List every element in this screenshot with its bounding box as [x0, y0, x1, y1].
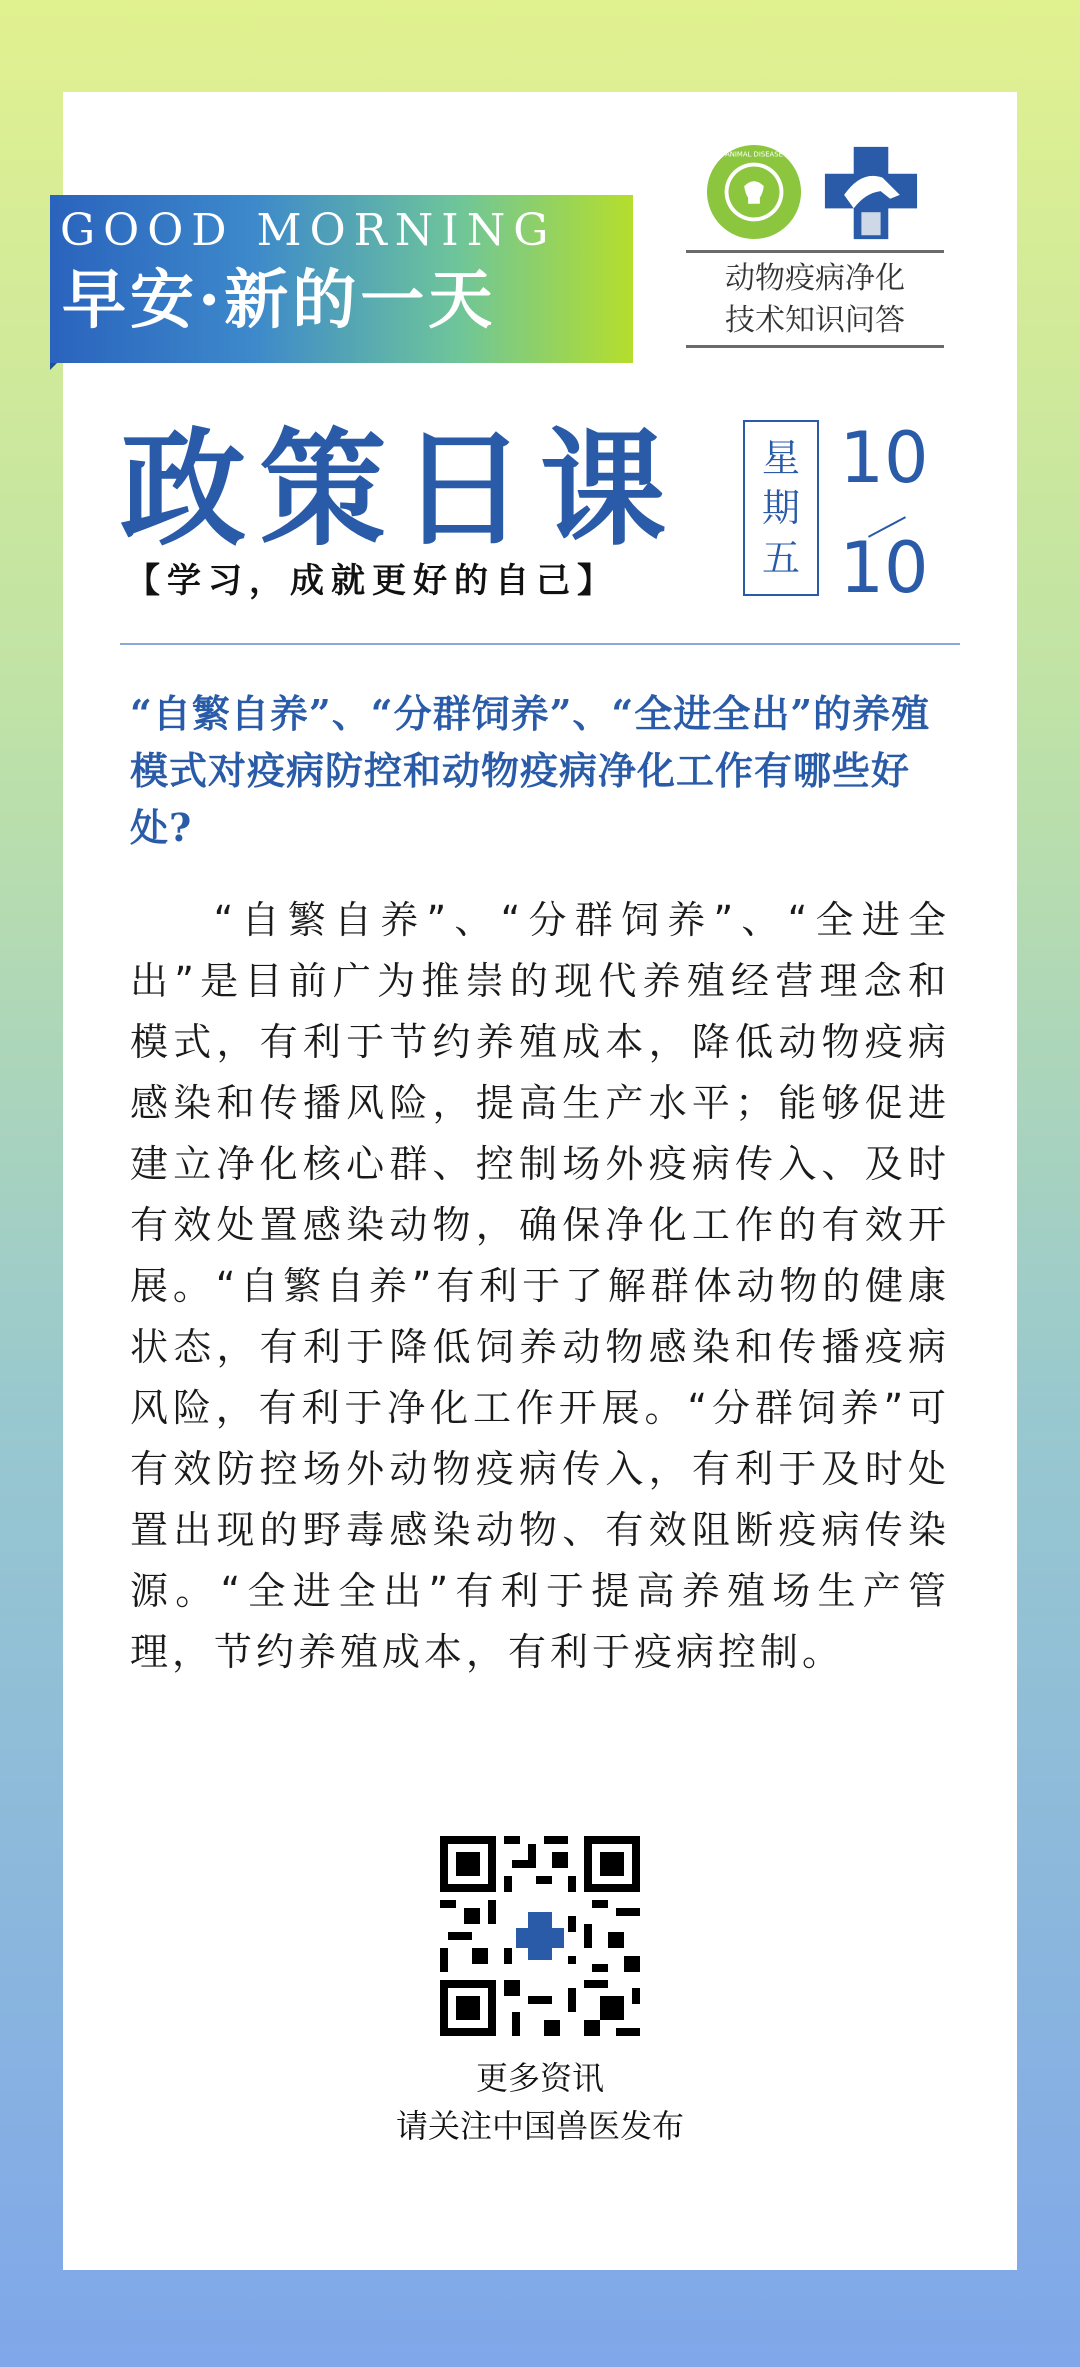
weekday-char: 期	[761, 486, 800, 530]
page-title: 政策日课	[120, 416, 680, 563]
page-subtitle: 【学习，成就更好的自己】	[126, 561, 618, 601]
logo-caption	[686, 250, 944, 348]
weekday-box	[743, 420, 819, 596]
logo-caption-line1: 动物疫病净化	[725, 261, 905, 296]
weekday-char: 星	[761, 436, 800, 480]
badge-lettering: ANIMAL DISEASE	[725, 150, 783, 159]
qr-caption-line2: 请关注中国兽医发布	[395, 2107, 684, 2145]
logo-caption-line2: 技术知识问答	[725, 303, 905, 338]
weekday-char: 五	[761, 536, 800, 580]
question-heading: “自繁自养”、“分群饲养”、“全进全出”的养殖模式对疫病防控和动物疫病净化工作有哪些好处?	[130, 691, 931, 850]
answer-body: “自繁自养”、“分群饲养”、“全进全出”是目前广为推崇的现代养殖经营理念和模式，有利于节约养殖成本，降低动物疫病感染和传播风险，提高生产水平；能够促进建立净化核心群、控制场外疫病传入、及时有效处置感染动物，确保净化工作的有效开展。“自繁自养”有利于了解群体动物的健康状态，有利于降低饲养动物感染和传播疫病风险，有利于净化工作开展。“分群饲养”可有效防控场外动物疫病传入，有利于及时处置出现的野毒感染动物、有效阻断疫病传染源。“全进全出”有利于提高养殖场生产管理，节约养殖成本，有利于疫病控制。	[130, 898, 950, 1674]
animal-disease-badge-icon	[705, 143, 803, 241]
veterinary-cross-icon	[823, 145, 919, 241]
title-divider	[120, 643, 960, 645]
greeting-banner	[50, 195, 633, 363]
greeting-english: GOOD MORNING	[60, 205, 557, 256]
qr-caption-line1: 更多资讯	[475, 2059, 604, 2097]
qr-code-icon	[440, 1836, 640, 2036]
date-month: 10	[839, 417, 929, 499]
greeting-chinese: 早安·新的一天	[62, 263, 497, 338]
date-day: 10	[839, 527, 929, 609]
qr-caption	[290, 2054, 790, 2150]
